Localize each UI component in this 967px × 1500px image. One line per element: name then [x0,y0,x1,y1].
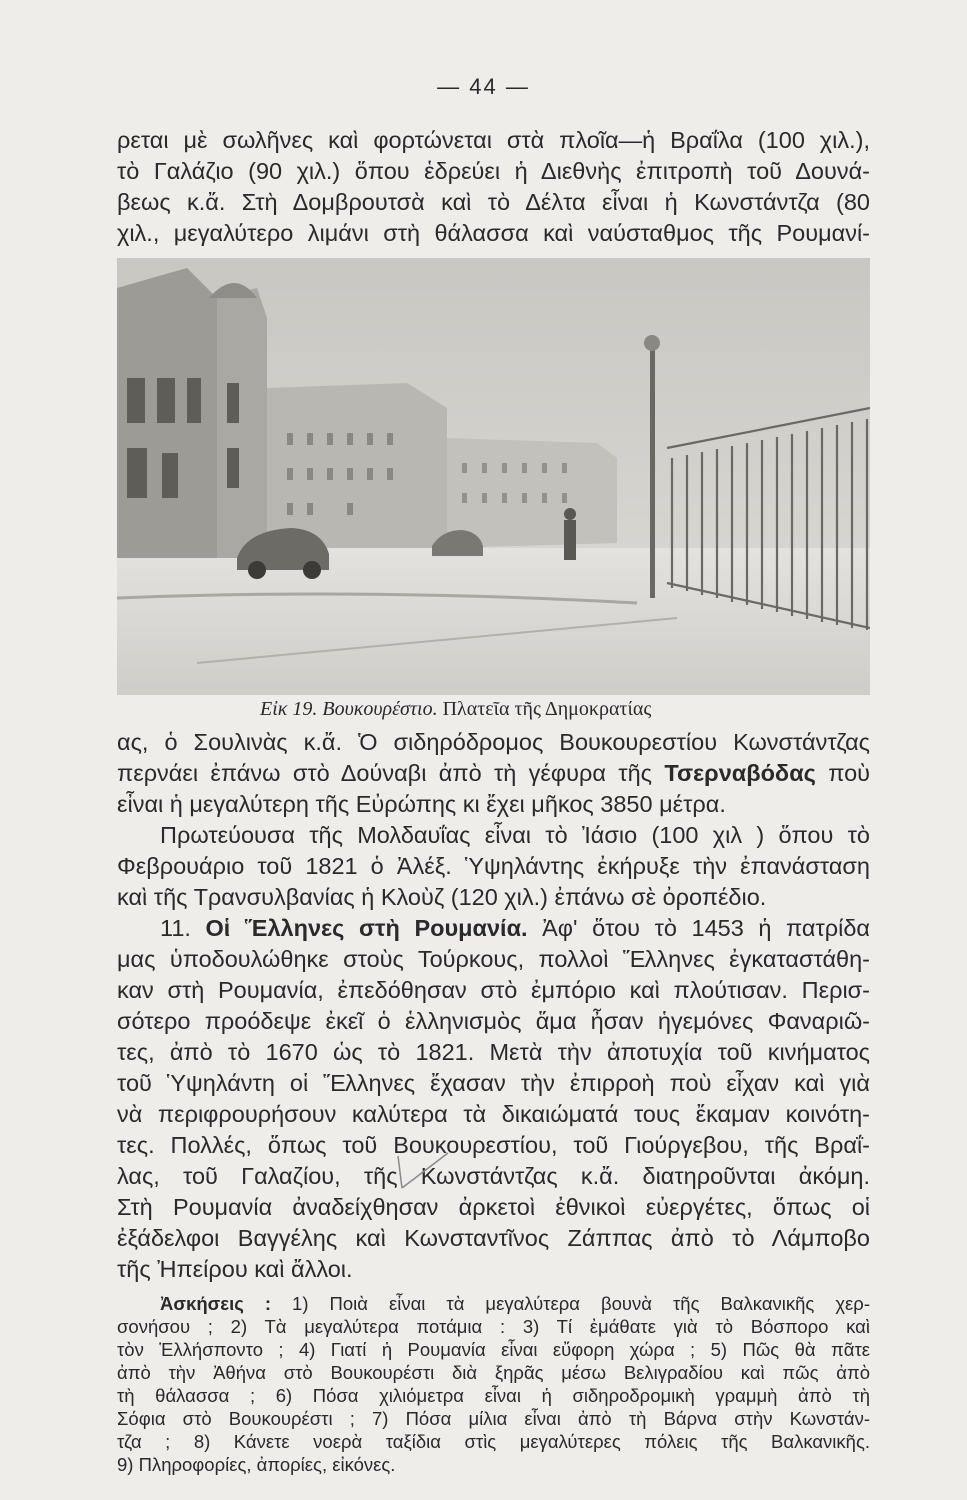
text-line: ρεται μὲ σωλῆνες καὶ φορτώνεται στὰ πλοῖα—ἡ Βραΐλα (100 χιλ.), [117,127,870,153]
text-line: τῆς Ἠπείρου καὶ ἄλλοι. [117,1256,353,1282]
photo-bucharest-square [117,258,870,695]
text-line: μας ὑποδουλώθηκε στοὺς Τούρκους, πολλοὶ Ἕλληνες ἐγκαταστάθη- [117,946,870,972]
exercise-line: τὸν Ἑλλήσποντο ; 4) Γιατί ἡ Ρουμανία εἶναι εὔφορη χώρα ; 5) Πῶς θὰ πᾶτε [117,1339,870,1360]
text-line: Στὴ Ρουμανία ἀναδείχθησαν ἀρκετοὶ ἐθνικοὶ εὐεργέτες, ὅπως οἱ [117,1194,870,1220]
caption-number: Εἰκ 19. [260,698,318,720]
text-segment: 1) Ποιὰ εἶναι τὰ μεγαλύτερα βουνὰ τῆς Βαλκανικῆς χερ- [292,1293,870,1314]
text-line: τὸ Γαλάζιο (90 χιλ.) ὅπου ἑδρεύει ἡ Διεθνὴς ἐπιτροπὴ τοῦ Δουνά- [117,158,870,184]
text-line: τες. Πολλές, ὅπως τοῦ Βουκουρεστίου, τοῦ Γιούργεβου, τῆς Βραΐ- [117,1132,870,1158]
text-segment: ποὺ [828,760,871,786]
exercise-line: σονήσου ; 2) Τὰ μεγαλύτερα ποτάμια : 3) Τί ἐμάθατε γιὰ τὸ Βόσπορο καὶ [117,1316,870,1337]
page-number: — 44 — [437,74,530,99]
text-line: τες, ἀπὸ τὸ 1670 ὡς τὸ 1821. Μετὰ τὴν ἀποτυχία τοῦ κινήματος [117,1039,870,1065]
text-line: νὰ περιφρουρήσουν καλύτερα τὰ δικαιώματά τους ἔκαμαν κοινότη- [117,1101,870,1127]
pencil-mark-icon [388,1148,458,1193]
text-line: τοῦ Ὑψηλάντη οἱ Ἕλληνες ἔχασαν τὴν ἐπιρροὴ ποὺ εἶχαν καὶ γιὰ [117,1070,870,1096]
text-line: Φεβρουάριο τοῦ 1821 ὁ Ἀλέξ. Ὑψηλάντης ἐκήρυξε τὴν ἐπανάσταση [117,853,870,879]
text-line: βεως κ.ἄ. Στὴ Δομβρουτσὰ καὶ τὸ Δέλτα εἶναι ἡ Κωνστάντζα (80 [117,189,870,215]
text-line: χιλ., μεγαλύτερο λιμάνι στὴ θάλασσα καὶ ναύσταθμος τῆς Ρουμανί- [117,220,870,246]
exercise-line: 9) Πληροφορίες, ἀπορίες, εἰκόνες. [117,1454,396,1475]
caption-text: Πλατεῖα τῆς Δημοκρατίας [442,698,652,720]
bold-term: Τσερναβόδας [664,760,816,786]
text-line: ας, ὁ Σουλινὰς κ.ἄ. Ὁ σιδηρόδρομος Βουκουρεστίου Κωνστάντζας [117,729,870,755]
section-heading: Οἱ Ἕλληνες στὴ Ρουμανία. [205,915,528,941]
text-line [117,758,870,788]
exercise-line: τὴ θάλασσα ; 6) Πόσα χιλιόμετρα εἶναι ἡ σιδηροδρομικὴ γραμμὴ ἀπὸ τὴ [117,1385,870,1406]
text-line: ἐξάδελφοι Βαγγέλης καὶ Κωνσταντῖνος Ζάππας ἀπὸ τὸ Λάμποβο [117,1225,870,1251]
text-line: καὶ τῆς Τρανσυλβανίας ἡ Κλοὺζ (120 χιλ.) ἐπάνω σὲ ὀροπέδιο. [117,884,767,910]
exercises-label: Ἀσκήσεις : [160,1293,272,1314]
exercise-line: ἀπὸ τὴν Ἀθήνα στὸ Βουκουρέστι διὰ ξηρᾶς μέσω Βελιγραδίου καὶ πῶς ἀπὸ [117,1362,870,1383]
exercise-line: Σόφια στὸ Βουκουρέστι ; 7) Πόσα μίλια εἶναι ἀπὸ τὴ Βάρνα στὴν Κωνστάν- [117,1408,870,1429]
section-number: 11. [160,915,191,941]
text-line: λας, τοῦ Γαλαζίου, τῆς Κωνστάντζας κ.ἄ. διατηροῦνται ἀκόμη. [117,1163,870,1189]
exercise-line: τζα ; 8) Κάνετε νοερὰ ταξίδια στὶς μεγαλύτερες πόλεις τῆς Βαλκανικῆς. [117,1431,870,1452]
text-line: καν στὴ Ρουμανία, ἐπεδόθησαν στὸ ἐμπόριο καὶ πλούτισαν. Περισ- [117,977,870,1003]
text-segment: Ἀφ' ὅτου τὸ 1453 ἡ πατρίδα [542,915,871,941]
exercise-line [160,1292,870,1315]
text-line: σότερο προόδεψε ἐκεῖ ὁ ἑλληνισμὸς ἅμα ἦσαν ἡγεμόνες Φαναριῶ- [117,1008,870,1034]
section-heading-line [160,913,870,943]
photo-caption [260,698,651,721]
text-line: Πρωτεύουσα τῆς Μολδαυΐας εἶναι τὸ Ἰάσιο (100 χιλ ) ὅπου τὸ [160,822,870,848]
caption-place: Βουκουρέστιο. [322,698,438,720]
text-segment: περνάει ἐπάνω στὸ Δούναβι ἀπὸ τὴ γέφυρα τῆς [117,760,652,786]
text-line: εἶναι ἡ μεγαλύτερη τῆς Εὐρώπης κι ἔχει μῆκος 3850 μέτρα. [117,791,726,817]
